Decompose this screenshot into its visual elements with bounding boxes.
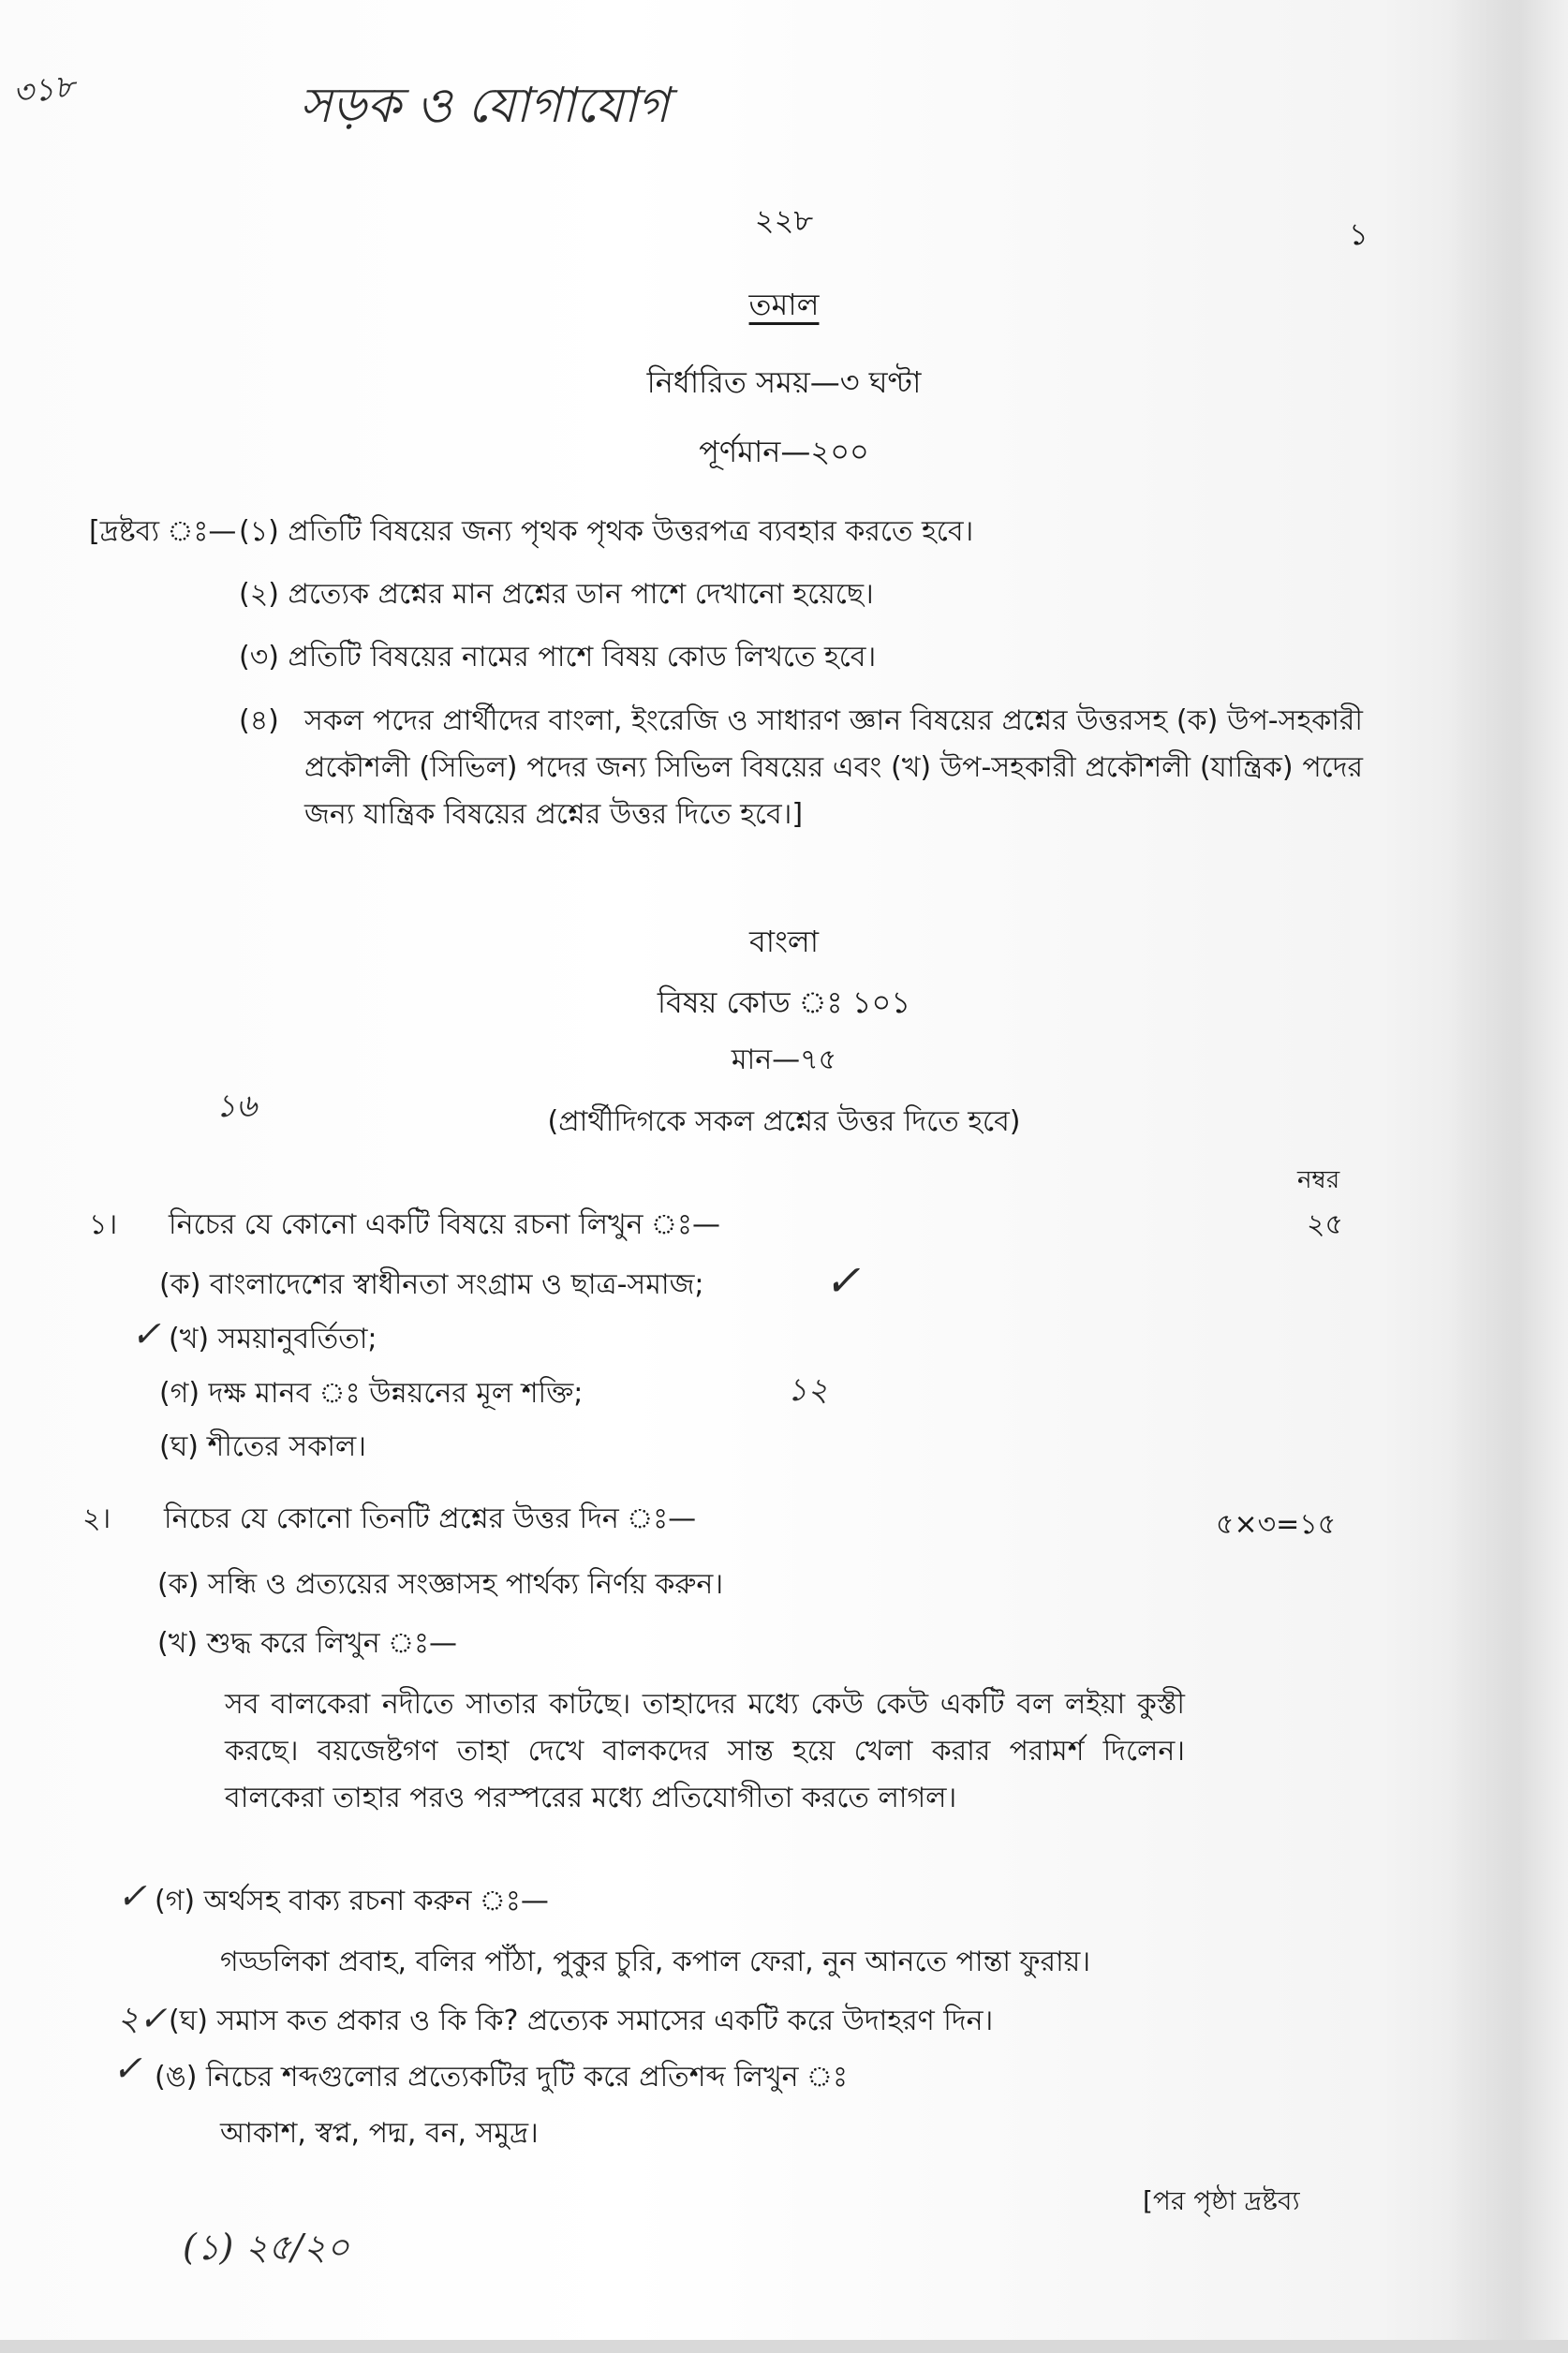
instruction-3: (৩) প্রতিটি বিষয়ের নামের পাশে বিষয় কোড লিখতে হবে। [239,641,877,673]
next-page-note: [পর পৃষ্ঠা দ্রষ্টব্য [1143,2185,1300,2216]
time-allowed: নির্ধারিত সময়—৩ ঘণ্টা [646,364,922,400]
tick-q1-kha: ✓ [131,1313,161,1354]
subject-note: (প্রার্থীদিগকে সকল প্রশ্নের উত্তর দিতে হবে) [547,1105,1021,1138]
scan-shadow [1446,0,1568,2353]
q1-text: নিচের যে কোনো একটি বিষয়ে রচনা লিখুন ঃ— [169,1208,720,1241]
tick-q2-gha: ২✓ [117,2000,168,2038]
q2-part-uma: (ঙ) নিচের শব্দগুলোর প্রত্যেকটির দুটি করে প্রতিশব্দ লিখুন ঃ [155,2061,848,2094]
tick-q2-uma: ✓ [112,2048,142,2089]
marks-column-header: নম্বর [1297,1166,1340,1194]
q1-number: ১। [89,1208,118,1241]
q2-text: নিচের যে কোনো তিনটি প্রশ্নের উত্তর দিন ঃ— [164,1502,697,1535]
question-paper-code: ২২৮ [754,202,814,238]
instruction-4-text: সকল পদের প্রার্থীদের বাংলা, ইংরেজি ও সাধারণ জ্ঞান বিষয়ের প্রশ্নের উত্তরসহ (ক) উপ-সহকারী প্রকৌশলী (সিভিল) পদের জন্য সিভিল বিষয়ের এবং (খ) উপ-সহকারী প্রকৌশলী (যান্ত্রিক) পদের জন্য যান্ত্রিক বিষয়ের প্রশ্নের উত্তর দিতে হবে।] [304,704,1363,831]
q2-number: ২। [82,1502,111,1535]
handwritten-footer-note: (১) ২৫/২০ [183,2227,349,2268]
q2-kha-passage: সব বালকেরা নদীতে সাতার কাটছে। তাহাদের মধ্যে কেউ কেউ একটি বল লইয়া কুস্তী করছে। বয়জেষ্টগণ তাহা দেখে বালকদের সান্ত হয়ে খেলা করার পরামর্শ দিলেন। বালকেরা তাহার পরও পরস্পরের মধ্যে প্রতিযোগীতা করতে লাগল। [225,1688,1185,1814]
paper-subtitle [0,286,1568,323]
instruction-2: (২) প্রত্যেক প্রশ্নের মান প্রশ্নের ডান পাশে দেখানো হয়েছে। [239,578,874,611]
handwritten-corner-note: ৩১৮ [10,67,78,113]
q1-marks: ২৫ [1307,1208,1343,1241]
instruction-4-label: (৪) [239,704,279,737]
q2-part-gha: (ঘ) সমাস কত প্রকার ও কি কি? প্রত্যেক সমাসের একটি করে উদাহরণ দিন। [169,2005,994,2037]
q1-option-gha: (ঘ) শীতের সকাল। [159,1430,366,1463]
q2-marks: ৫×৩=১৫ [1216,1508,1337,1541]
paper-subtitle-text: তমাল [748,287,820,322]
instructions-lead: [দ্রষ্টব্য ঃ— [89,515,237,548]
q1-option-ka: (ক) বাংলাদেশের স্বাধীনতা সংগ্রাম ও ছাত্র-সমাজ; [159,1268,704,1301]
subject-marks: মান—৭৫ [731,1043,837,1076]
page-number: ১ [1349,216,1368,252]
scan-edge [0,2340,1568,2353]
full-marks: পূর্ণমান—২০০ [699,434,869,469]
q2-part-ga: (গ) অর্থসহ বাক্য রচনা করুন ঃ— [155,1885,549,1917]
tick-q1-ka: ✓ [824,1255,861,1306]
q2-ga-words: গড্ডলিকা প্রবাহ, বলির পাঁঠা, পুকুর চুরি, কপাল ফেরা, নুন আনতে পান্তা ফুরায়। [220,1946,1091,1978]
q2-uma-words: আকাশ, স্বপ্ন, পদ্ম, বন, সমুদ্র। [220,2117,539,2150]
handwritten-title: সড়ক ও যোগাযোগ [300,78,670,134]
tick-q2-ga: ✓ [117,1875,147,1916]
q1-option-kha: (খ) সময়ানুবর্তিতা; [169,1323,377,1355]
instruction-1: (১) প্রতিটি বিষয়ের জন্য পৃথক পৃথক উত্তরপত্র ব্যবহার করতে হবে। [239,515,974,548]
subject-name: বাংলা [749,924,819,959]
q2-part-kha: (খ) শুদ্ধ করে লিখুন ঃ— [157,1627,458,1660]
subject-code: বিষয় কোড ঃ ১০১ [657,984,911,1020]
q1-option-ga: (গ) দক্ষ মানব ঃ উন্নয়নের মূল শক্তি; [159,1377,584,1410]
mark-q1-ga: ১২ [787,1371,829,1409]
q2-part-ka: (ক) সন্ধি ও প্রত্যয়ের সংজ্ঞাসহ পার্থক্য নির্ণয় করুন। [157,1568,724,1601]
handwritten-scribble: ১৬ [215,1088,258,1125]
